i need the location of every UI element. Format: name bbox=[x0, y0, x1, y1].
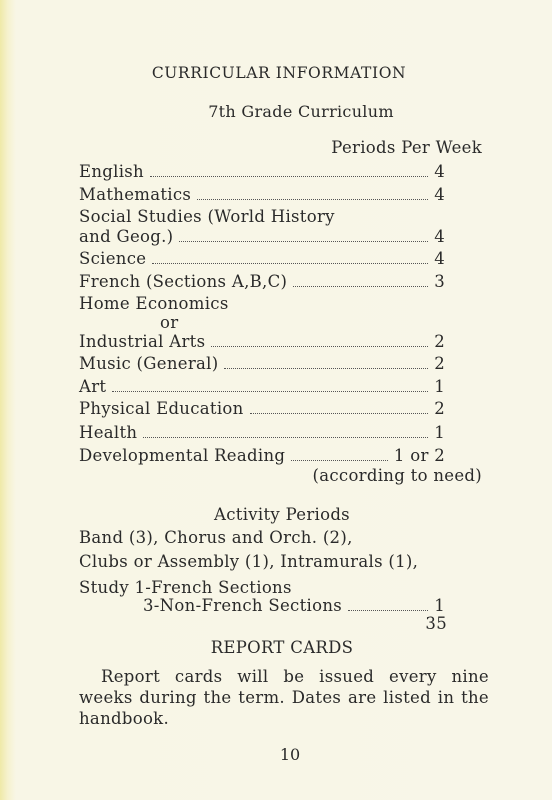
subject-periods: 2 bbox=[434, 332, 445, 351]
subject-periods: 2 bbox=[434, 399, 445, 418]
subject-periods: 2 bbox=[434, 354, 445, 373]
subject-label: Physical Education bbox=[79, 399, 244, 418]
subject-label: and Geog.) bbox=[79, 227, 174, 246]
subject-periods: 4 bbox=[434, 162, 445, 181]
subject-row-industrial-arts bbox=[79, 332, 445, 351]
subject-row-art bbox=[79, 377, 445, 396]
subject-periods: 1 bbox=[434, 423, 445, 442]
page-title: CURRICULAR INFORMATION bbox=[151, 64, 407, 82]
subject-row-social-studies bbox=[79, 227, 445, 246]
subject-label: Mathematics bbox=[79, 185, 192, 204]
activity-periods: 1 bbox=[434, 596, 445, 615]
subject-label: Art bbox=[79, 377, 107, 396]
subject-row-mathematics bbox=[79, 185, 445, 204]
activity-row-non-french bbox=[143, 596, 445, 615]
subject-label-or: or bbox=[160, 313, 179, 332]
activity-line-3: Study 1-French Sections bbox=[79, 578, 292, 597]
reading-note: (according to need) bbox=[312, 466, 482, 485]
curriculum-subtitle: 7th Grade Curriculum bbox=[208, 102, 394, 121]
dot-leader bbox=[143, 437, 428, 438]
dot-leader bbox=[197, 199, 428, 200]
activity-heading: Activity Periods bbox=[214, 505, 350, 524]
dot-leader bbox=[211, 346, 428, 347]
subject-row-developmental-reading bbox=[79, 446, 445, 465]
subject-periods: 1 or 2 bbox=[393, 446, 445, 465]
subject-periods: 4 bbox=[434, 227, 445, 246]
activity-line-1: Band (3), Chorus and Orch. (2), bbox=[79, 528, 353, 547]
dot-leader bbox=[179, 241, 428, 242]
dot-leader bbox=[291, 460, 388, 461]
dot-leader bbox=[250, 413, 429, 414]
dot-leader bbox=[152, 263, 428, 264]
activity-line-2: Clubs or Assembly (1), Intramurals (1), bbox=[79, 552, 419, 571]
periods-column-header: Periods Per Week bbox=[331, 138, 482, 157]
periods-total: 35 bbox=[425, 614, 447, 633]
subject-row-french bbox=[79, 272, 445, 291]
dot-leader bbox=[224, 368, 428, 369]
subject-label: French (Sections A,B,C) bbox=[79, 272, 288, 291]
subject-periods: 4 bbox=[434, 185, 445, 204]
subject-row-science bbox=[79, 249, 445, 268]
subject-label-line1: Social Studies (World History bbox=[79, 207, 335, 226]
dot-leader bbox=[293, 286, 428, 287]
dot-leader bbox=[112, 391, 428, 392]
subject-label-line1: Home Economics bbox=[79, 294, 229, 313]
subject-row-physical-education bbox=[79, 399, 445, 418]
subject-periods: 4 bbox=[434, 249, 445, 268]
page-number: 10 bbox=[279, 745, 301, 764]
dot-leader bbox=[348, 610, 428, 611]
subject-label: Industrial Arts bbox=[79, 332, 206, 351]
subject-label: English bbox=[79, 162, 144, 181]
subject-label: Science bbox=[79, 249, 147, 268]
report-cards-heading: REPORT CARDS bbox=[210, 638, 354, 657]
subject-periods: 3 bbox=[434, 272, 445, 291]
subject-row-music bbox=[79, 354, 445, 373]
subject-label: Health bbox=[79, 423, 138, 442]
subject-row-health bbox=[79, 423, 445, 442]
subject-label: Developmental Reading bbox=[79, 446, 286, 465]
subject-row-english bbox=[79, 162, 445, 181]
activity-label: 3-Non-French Sections bbox=[143, 596, 343, 615]
subject-label: Music (General) bbox=[79, 354, 219, 373]
subject-periods: 1 bbox=[434, 377, 445, 396]
report-cards-text: Report cards will be issued every nine weeks during the term. Dates are listed in the handbook. bbox=[79, 667, 489, 728]
dot-leader bbox=[150, 176, 428, 177]
